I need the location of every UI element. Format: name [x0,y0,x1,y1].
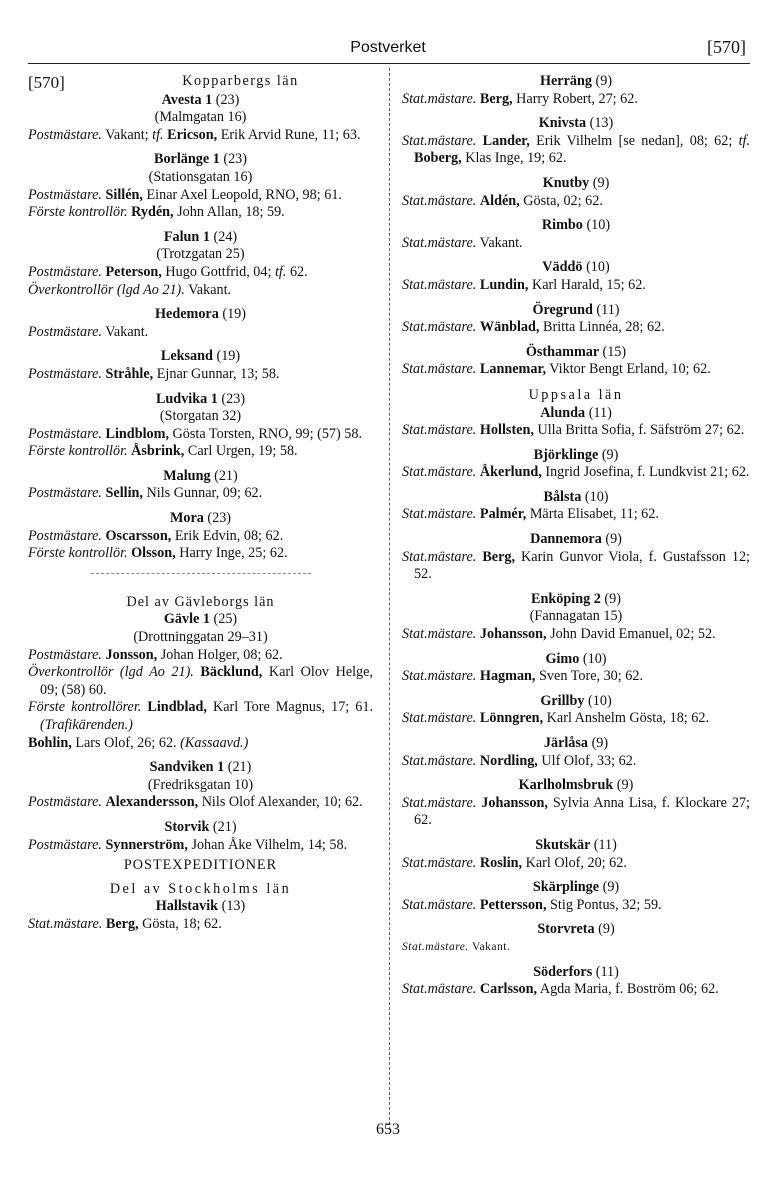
column-divider [389,68,390,1130]
office-street: (Stationsgatan 16) [148,168,253,185]
office-name: Grillby [540,692,585,709]
staff-name: Berg, [482,548,516,565]
office-count: (9) [602,879,620,896]
staff-role: Stat.mästare. [402,506,477,523]
office-count: (19) [216,348,241,365]
staff-name: Åsbrink, [131,443,185,460]
office-name: Falun 1 [163,228,210,245]
office-heading [402,693,750,711]
staff-name: Hollsten, [479,422,534,439]
region-heading: Del av Gävleborgs län [126,593,275,610]
staff-details: Hugo Gottfrid, 04; [161,263,275,280]
staff-name: Nordling, [479,752,538,769]
staff-details: John Allan, 18; 59. [173,204,285,221]
staff-entry [28,264,373,282]
staff-entry [28,324,373,342]
office-count: (10) [586,217,611,234]
office-heading [28,510,373,528]
staff-role: Postmästare. [28,186,102,203]
staff-role: Postmästare. [28,126,102,143]
running-header-title: Postverket [350,39,426,56]
office-list [28,898,373,933]
staff-details: John David Emanuel, 02; 52. [546,626,716,643]
office-name: Herräng [539,73,592,89]
office-count: (9) [591,735,609,751]
office-name: Rimbo [541,217,583,234]
office-count: (11) [588,404,612,421]
office-count: (11) [595,963,619,980]
staff-role: Postmästare. [28,527,102,544]
staff-note: (Kassaavd.) [180,734,249,751]
staff-name: Aldén, [479,192,520,209]
staff-entry [28,735,373,753]
staff-details: Karl Harald, 15; 62. [528,276,646,293]
staff-details: Karl Tore Magnus, 17; 61. [206,699,374,716]
staff-role: Stat.mästare. [402,464,477,481]
staff-name: Bäcklund, [200,664,263,681]
office-count: (23) [207,510,232,527]
office-heading [28,611,373,629]
staff-note: (Trafikärenden.) [40,717,133,733]
staff-details: Harry Robert, 27; 62. [512,90,638,107]
staff-role: Förste kontrollörer. [28,699,142,716]
staff-entry [402,668,750,686]
office-heading [402,591,750,609]
office-name: Malung [163,467,211,484]
office-count: (25) [213,611,238,628]
staff-role: Stat.mästare. [402,940,469,953]
office-heading [402,175,750,193]
staff-entry [402,897,750,915]
office-heading [28,819,373,837]
office-count: (9) [595,73,613,89]
office-heading [402,651,750,669]
staff-role: Stat.mästare. [402,710,477,727]
staff-role: Stat.mästare. [402,896,477,913]
office-count: (23) [221,390,246,407]
office-name: Leksand [160,348,213,365]
staff-entry [402,981,750,999]
staff-details: Johan Åke Vilhelm, 14; 58. [187,836,348,853]
office-name: Järlåsa [543,735,589,751]
staff-entry [402,193,750,211]
staff-details: Nils Gunnar, 09; 62. [142,485,263,502]
office-list [28,611,373,854]
staff-role: Stat.mästare. [402,422,477,439]
staff-name: Sillén, [105,186,143,203]
staff-entry [28,794,373,812]
office-name: Borlänge 1 [154,151,220,168]
staff-details: Ulla Britta Sofia, f. Säfström 27; 62. [533,422,745,439]
staff-entry [402,422,750,440]
staff-details: Ejnar Gunnar, 13; 58. [153,365,280,382]
office-heading [402,921,750,939]
office-heading [402,489,750,507]
office-heading [402,735,750,753]
staff-details: Lars Olof, 26; 62. [71,734,181,751]
staff-role: Stat.mästare. [402,668,477,685]
staff-role: Överkontrollör (lgd Ao 21). [28,281,185,298]
staff-role: Stat.mästare. [402,276,477,293]
staff-details: Sylvia Anna Lisa, f. Klockare 27; 62. [414,794,750,829]
office-name: Enköping 2 [531,590,601,607]
staff-name: Stråhle, [105,365,154,382]
staff-entry [402,939,750,957]
staff-name: Rydén, [131,204,174,221]
staff-entry [402,626,750,644]
staff-entry [28,426,373,444]
staff-name: Berg, [479,90,513,107]
staff-name: Jonsson, [105,646,158,663]
staff-details: Karl Olov Helge, 09; (58) 60. [40,664,373,698]
staff-entry [28,187,373,205]
office-name: Öregrund [532,301,593,318]
region-heading: Del av Stockholms län [109,880,292,897]
staff-role: Stat.mästare. [402,192,477,209]
office-heading [28,151,373,169]
staff-role: Stat.mästare. [402,854,477,871]
staff-role: Stat.mästare. [402,981,477,998]
staff-entry [28,282,373,300]
acting-abbrev: tf. [738,132,750,149]
staff-details: Viktor Bengt Erland, 10; 62. [546,361,711,378]
staff-name: Wänblad, [479,319,540,336]
office-count: (15) [602,343,627,360]
office-name: Dannemora [530,531,602,548]
office-heading [402,405,750,423]
category-heading: POSTEXPEDITIONER [123,857,278,874]
office-name: Sandviken 1 [149,759,225,776]
office-name: Storvreta [537,921,595,938]
office-name: Bålsta [543,488,582,505]
staff-details: Agda Maria, f. Boström 06; 62. [537,981,719,998]
staff-entry [28,443,373,461]
staff-entry [402,361,750,379]
staff-details: Klas Inge, 19; 62. [461,150,567,167]
staff-role: Postmästare. [28,425,102,442]
staff-details: Karin Gunvor Viola, f. Gustafsson 12; 52. [414,548,751,583]
office-heading [402,344,750,362]
staff-entry [402,464,750,482]
staff-details: Gösta, 02; 62. [519,192,603,209]
staff-entry [402,506,750,524]
office-heading [28,348,373,366]
staff-details: Sven Tore, 30; 62. [535,668,643,685]
staff-role: Postmästare. [28,263,102,280]
office-count: (21) [214,467,238,484]
staff-name: Hagman, [479,668,536,685]
office-name: Östhammar [525,343,599,360]
staff-name: Ericson, [167,126,218,143]
staff-details: Vakant. [479,234,523,251]
staff-name: Alexandersson, [105,794,199,811]
office-heading [28,391,373,409]
office-heading [28,92,373,110]
office-count: (21) [227,759,252,776]
office-count: (10) [588,692,612,709]
staff-name: Berg, [105,915,139,932]
office-count: (23) [215,91,240,108]
running-header-page-ref: [570] [707,37,746,57]
staff-entry [402,277,750,295]
office-name: Skutskär [535,836,591,853]
office-count: (21) [212,818,237,835]
staff-details: Einar Axel Leopold, RNO, 98; 61. [142,186,342,203]
office-count: (11) [596,301,620,318]
office-count: (10) [584,488,609,505]
office-count: (9) [598,921,615,938]
office-name: Gävle 1 [163,611,210,628]
staff-details: Ulf Olof, 33; 62. [537,752,637,769]
staff-details: Nils Olof Alexander, 10; 62. [198,794,363,811]
staff-name: Åkerlund, [479,464,542,481]
staff-entry [402,235,750,253]
office-heading [402,259,750,277]
office-heading [402,879,750,897]
office-heading [28,898,373,916]
staff-entry [28,647,373,665]
staff-entry [402,549,750,584]
staff-role: Stat.mästare. [402,626,477,643]
office-heading [402,964,750,982]
staff-entry [402,753,750,771]
staff-role: Stat.mästare. [402,361,477,378]
staff-role: Stat.mästare. [402,794,477,811]
office-name: Hallstavik [155,898,219,915]
office-count: (11) [593,836,617,853]
office-heading [402,302,750,320]
staff-details: Britta Linnéa, 28; 62. [539,319,665,336]
office-list [28,92,373,563]
staff-name: Lannemar, [479,361,546,378]
staff-role: Postmästare. [28,794,102,811]
office-name: Ludvika 1 [155,390,218,407]
staff-name: Palmér, [479,506,527,523]
staff-details: Erik Arvid Rune, 11; 63. [217,126,361,143]
staff-role: Förste kontrollör. [28,204,128,221]
office-count: (10) [586,259,610,276]
staff-details: Karl Anshelm Gösta, 18; 62. [543,710,710,727]
staff-role: Postmästare. [28,836,102,853]
staff-entry [28,528,373,546]
office-name: Knutby [542,174,590,191]
office-heading [28,759,373,777]
office-heading [402,777,750,795]
staff-details: Ingrid Josefina, f. Lundkvist 21; 62. [541,464,750,481]
office-street: (Storgatan 32) [159,408,242,425]
staff-value: Vakant; [105,126,153,143]
staff-details: Johan Holger, 08; 62. [157,646,283,663]
office-count: (23) [223,151,247,168]
staff-role: Stat.mästare. [402,752,477,769]
left-column [28,73,373,934]
staff-role: Förste kontrollör. [28,443,128,460]
staff-entry [28,916,373,934]
staff-role: Postmästare. [28,365,102,382]
staff-details: Gösta Torsten, RNO, 99; (57) 58. [169,425,363,442]
office-name: Knivsta [538,115,587,132]
staff-name: Lönngren, [479,710,544,727]
staff-entry [402,319,750,337]
county-heading: Uppsala län [528,386,624,403]
staff-name: Roslin, [479,854,523,871]
section-divider [91,573,311,574]
office-name: Björklinge [533,446,599,463]
office-name: Hedemora [154,306,219,323]
office-name: Söderfors [533,963,593,980]
office-heading [402,217,750,235]
office-count: (19) [222,306,246,323]
staff-details: Märta Elisabet, 11; 62. [526,506,659,523]
staff-role: Stat.mästare. [28,915,103,932]
staff-entry [402,91,750,109]
office-street: (Trotzgatan 25) [156,246,245,263]
staff-role: Förste kontrollör. [28,545,128,562]
staff-entry [28,204,373,222]
staff-entry [402,133,750,168]
office-heading [28,306,373,324]
staff-name: Lundin, [479,276,529,293]
office-name: Alunda [540,404,586,421]
office-heading [402,115,750,133]
staff-role: Stat.mästare. [402,234,477,251]
office-street: (Malmgatan 16) [154,109,247,126]
staff-details: Erik Edvin, 08; 62. [171,527,284,544]
staff-details: Carl Urgen, 19; 58. [184,443,298,460]
staff-details: Gösta, 18; 62. [138,915,222,932]
staff-details: 62. [286,263,308,280]
staff-details: Erik Vilhelm [se nedan], 08; 62; [529,132,739,149]
staff-entry [28,699,373,734]
office-name: Storvik [164,818,210,835]
staff-entry [402,795,750,830]
staff-details: Vakant. [188,281,232,298]
staff-entry [28,366,373,384]
staff-entry [28,485,373,503]
office-heading [402,837,750,855]
staff-entry [402,855,750,873]
office-count: (13) [589,115,614,132]
page-number: 653 [376,1121,400,1138]
staff-name: Carlsson, [479,981,538,998]
staff-entry [28,545,373,563]
staff-details: Vakant. [471,940,511,953]
office-street: (Drottninggatan 29–31) [133,629,268,646]
staff-name: Johansson, [481,794,548,811]
office-count: (9) [604,590,621,607]
staff-name: Lindblad, [147,699,207,716]
header-rule [28,63,750,64]
staff-role: Överkontrollör (lgd Ao 21). [28,664,194,681]
staff-details: Karl Olof, 20; 62. [522,854,627,871]
staff-role: Stat.mästare. [402,319,477,336]
office-count: (10) [582,650,607,667]
staff-name: Lander, [482,132,530,149]
office-street: (Fannagatan 15) [529,608,623,625]
office-street: (Fredriksgatan 10) [147,776,254,793]
office-name: Mora [169,510,204,527]
office-name: Skärplinge [532,879,600,896]
office-name: Avesta 1 [161,91,213,108]
staff-name: Peterson, [105,263,162,280]
staff-name: Oscarsson, [105,527,172,544]
staff-role: Stat.mästare. [402,548,477,565]
staff-role: Stat.mästare. [402,132,477,149]
office-count: (9) [616,777,634,794]
staff-details: Vakant. [105,323,149,340]
office-name: Väddö [542,259,583,276]
acting-abbrev: tf. [152,126,164,143]
office-heading [28,468,373,486]
staff-entry [28,837,373,855]
office-list [402,405,750,999]
acting-abbrev: tf. [274,263,287,280]
office-name: Karlholmsbruk [518,777,614,794]
staff-name: Boberg, [414,150,462,167]
office-count: (9) [605,531,622,548]
office-heading [402,531,750,549]
office-count: (9) [592,174,610,191]
staff-name: Johansson, [479,626,547,643]
staff-details: Stig Pontus, 32; 59. [546,896,662,913]
office-heading [402,73,750,91]
staff-name: Olsson, [131,545,176,562]
staff-role: Stat.mästare. [402,90,477,107]
staff-role: Postmästare. [28,485,102,502]
office-heading [402,447,750,465]
office-count: (13) [221,898,246,915]
staff-name: Synnerström, [105,836,188,853]
staff-details: Harry Inge, 25; 62. [175,545,288,562]
staff-role: Postmästare. [28,323,102,340]
section-number: [570] [28,73,65,92]
office-count: (9) [601,446,619,463]
right-column [402,73,750,999]
staff-name: Sellin, [105,485,143,502]
office-list [402,73,750,379]
staff-entry [28,664,373,699]
staff-role: Postmästare. [28,646,102,663]
office-name: Gimo [545,650,580,667]
staff-name: Pettersson, [479,896,547,913]
staff-entry [402,710,750,728]
staff-name: Bohlin, [28,734,72,751]
office-count: (24) [213,228,238,245]
county-heading: Kopparbergs län [182,73,299,89]
staff-name: Lindblom, [105,425,169,442]
staff-entry [28,127,373,145]
office-heading [28,229,373,247]
